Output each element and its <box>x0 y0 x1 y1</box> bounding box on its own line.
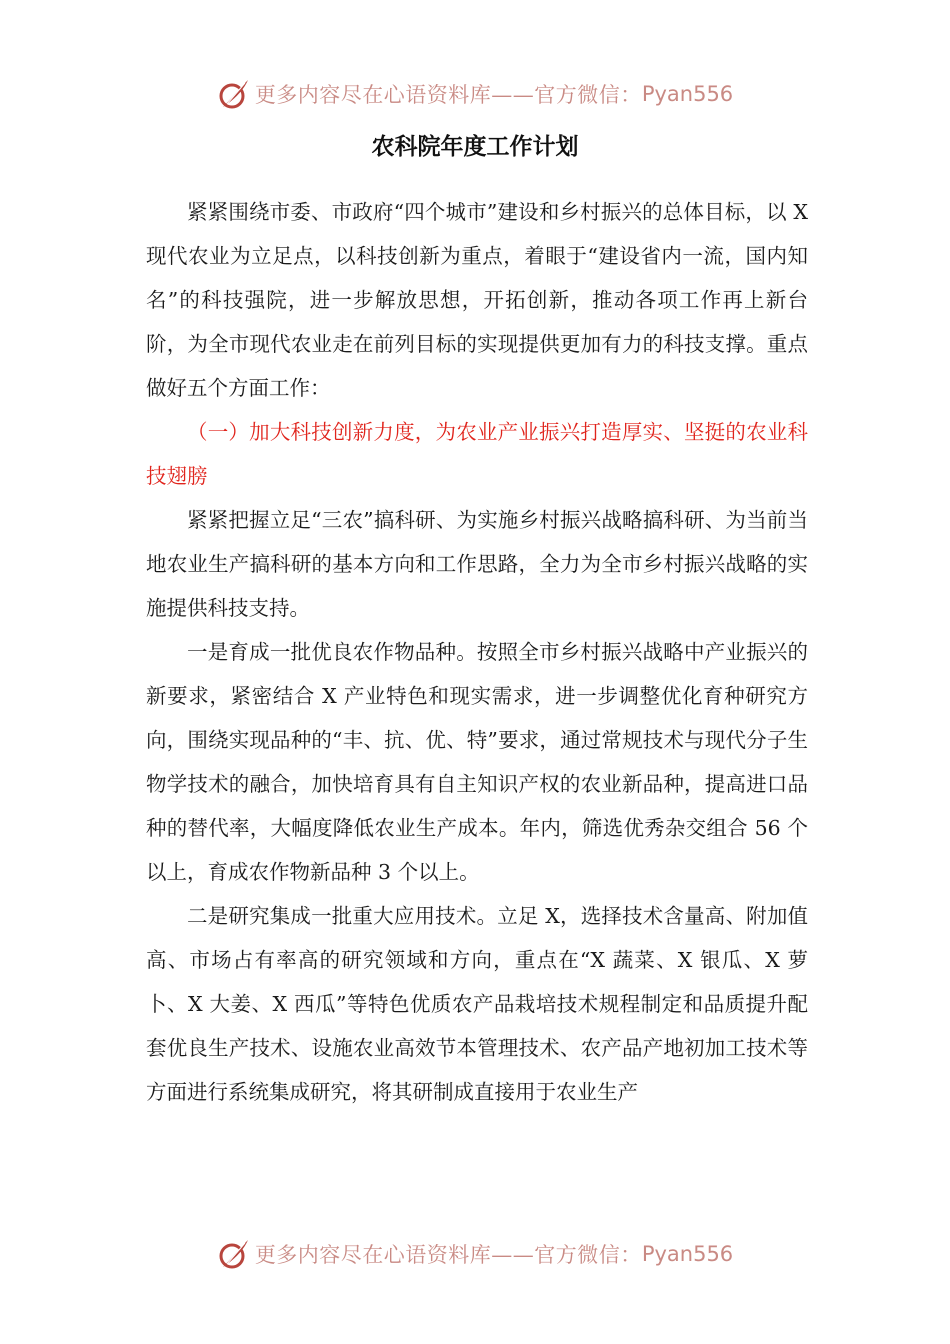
banner-wechat-id: Pyan556 <box>641 82 734 106</box>
document-body <box>146 190 808 1114</box>
banner-text: 更多内容尽在心语资料库——官方微信： <box>254 1243 642 1267</box>
paragraph-crop-varieties: 一是育成一批优良农作物品种。按照全市乡村振兴战略中产业振兴的新要求，紧密结合 X 产业特色和现实需求，进一步调整优化育种研究方向，围绕实现品种的“丰、抗、优、特”要求，通过常规技术与现代分子生物学技术的融合，加快培育具有自主知识产权的农业新品种，提高进口品种的替代率，大幅度降低农业生产成本。年内，筛选优秀杂交组合 56 个以上，育成农作物新品种 3 个以上。 <box>146 640 808 884</box>
paragraph-intro: 紧紧围绕市委、市政府“四个城市”建设和乡村振兴的总体目标，以 X 现代农业为立足点，以科技创新为重点，着眼于“建设省内一流，国内知名”的科技强院，进一步解放思想，开拓创新，推动各项工作再上新台阶，为全市现代农业走在前列目标的实现提供更加有力的科技支撑。重点做好五个方面工作： <box>146 200 808 400</box>
section-heading-1: （一）加大科技创新力度，为农业产业振兴打造厚实、坚挺的农业科技翅膀 <box>146 420 808 488</box>
banner-wechat-id: Pyan556 <box>641 1242 734 1266</box>
paragraph-applied-technology: 二是研究集成一批重大应用技术。立足 X，选择技术含量高、附加值高、市场占有率高的研究领域和方向，重点在“X 蔬菜、X 银瓜、X 萝卜、X 大姜、X 西瓜”等特色优质农产品栽培技术规程制定和品质提升配套优良生产技术、设施农业高效节本管理技术、农产品产地初加工技术等方面进行系统集成研究，将其研制成直接用于农业生产 <box>146 904 808 1104</box>
banner-text: 更多内容尽在心语资料库——官方微信： <box>254 83 642 107</box>
feather-logo-icon <box>217 1237 251 1271</box>
feather-logo-icon <box>217 77 251 111</box>
paragraph-section-1-overview: 紧紧把握立足“三农”搞科研、为实施乡村振兴战略搞科研、为当前当地农业生产搞科研的基本方向和工作思路，全力为全市乡村振兴战略的实施提供科技支持。 <box>146 508 808 620</box>
footer-banner <box>0 1234 950 1274</box>
document-title: 农科院年度工作计划 <box>371 133 579 160</box>
header-banner <box>0 74 950 114</box>
